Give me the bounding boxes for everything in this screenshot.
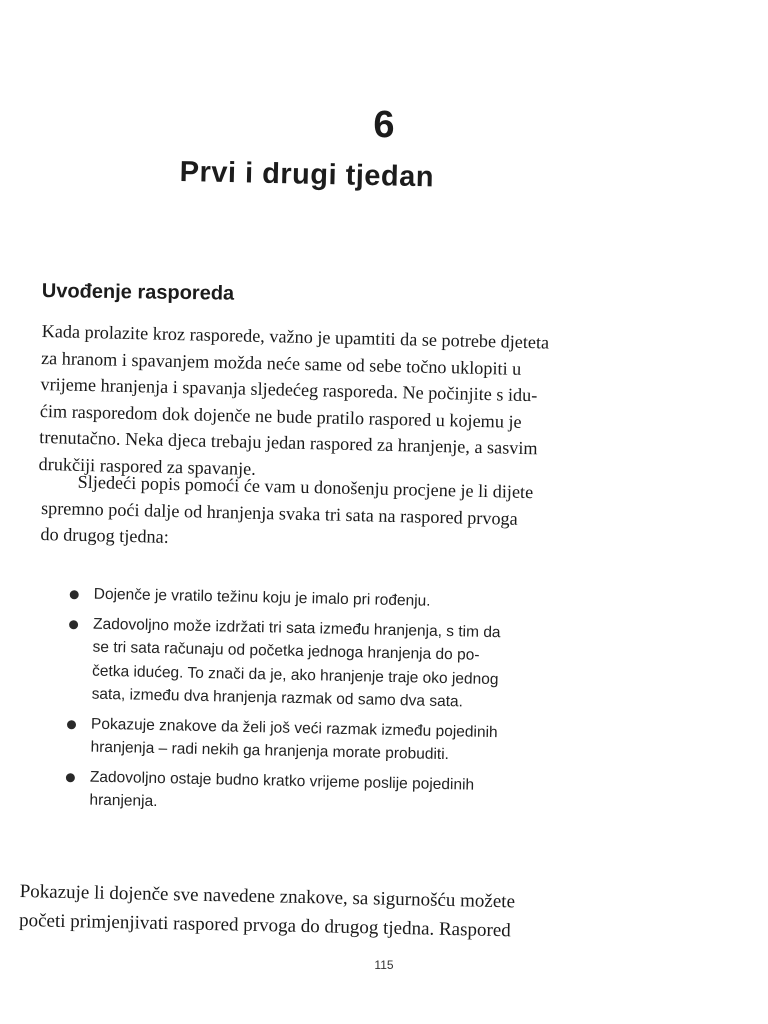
chapter-title: Prvi i drugi tjedan bbox=[179, 156, 435, 194]
paragraph-intro bbox=[38, 318, 661, 491]
paragraph-line: za hranom i spavanjem možda neće same od sebe točno uklopiti u bbox=[40, 347, 522, 379]
list-item-line: se tri sata računaju od početka jednoga hranjenja do po- bbox=[92, 638, 480, 664]
list-item-line: Zadovoljno ostaje budno kratko vrijeme poslije pojedinih bbox=[89, 768, 475, 794]
section-heading: Uvođenje rasporeda bbox=[41, 280, 235, 305]
list-item-line: hranjenja. bbox=[89, 791, 158, 811]
paragraph-line: trenutačno. Neka djeca trebaju jedan raspored za hranjenje, a sasvim bbox=[39, 426, 538, 459]
list-item-line: sata, između dva hranjenja razmak od samo dva sata. bbox=[91, 685, 464, 711]
paragraph-line: drukčiji raspored za spavanje. bbox=[38, 453, 257, 479]
paragraph-line: spremno poći dalje od hranjenja svaka tri sata na raspored prvoga bbox=[40, 497, 518, 529]
list-item-line: Zadovoljno može izdržati tri sata između hranjenja, s tim da bbox=[92, 615, 501, 641]
list-item-line: hranjenja – radi nekih ga hranjenja morate probuditi. bbox=[90, 738, 450, 764]
list-item-line: četka idućeg. To znači da je, ako hranjenje traje oko jednog bbox=[91, 662, 499, 688]
paragraph-line: vrijeme hranjenja i spavanja sljedećeg rasporeda. Ne počinjite s idu- bbox=[40, 373, 538, 406]
paragraph-line: ćim rasporedom dok dojenče ne bude pratilo raspored u kojemu je bbox=[39, 400, 522, 432]
chapter-number: 6 bbox=[373, 104, 395, 146]
paragraph-line: Pokazuje li dojenče sve navedene znakove, sa sigurnošću možete bbox=[19, 880, 516, 913]
paragraph-closing bbox=[19, 877, 660, 948]
list-item-line: Pokazuje znakove da želi još veći razmak između pojedinih bbox=[90, 715, 498, 741]
list-item bbox=[62, 582, 622, 617]
paragraph-line: Kada prolazite kroz rasporede, važno je upamtiti da se potrebe djeteta bbox=[41, 320, 550, 353]
bullet-icon bbox=[69, 620, 78, 629]
paragraph-line: početi primjenjivati raspored prvoga do drugog tjedna. Raspored bbox=[18, 909, 511, 942]
bullet-icon bbox=[67, 720, 76, 729]
paragraph-line: Sljedeći popis pomoći će vam u donošenju procjene je li dijete bbox=[77, 471, 534, 503]
bullet-icon bbox=[70, 590, 79, 599]
bullet-icon bbox=[66, 773, 75, 782]
list-item bbox=[58, 711, 619, 770]
list-item bbox=[57, 764, 618, 823]
readiness-checklist bbox=[57, 582, 622, 829]
list-item bbox=[59, 611, 621, 717]
list-item-line: Dojenče je vratilo težinu koju je imalo pri rođenju. bbox=[93, 585, 431, 610]
paragraph-line: do drugog tjedna: bbox=[40, 523, 170, 547]
page-number: 115 bbox=[374, 958, 394, 972]
paragraph-checklist-intro bbox=[40, 468, 662, 562]
